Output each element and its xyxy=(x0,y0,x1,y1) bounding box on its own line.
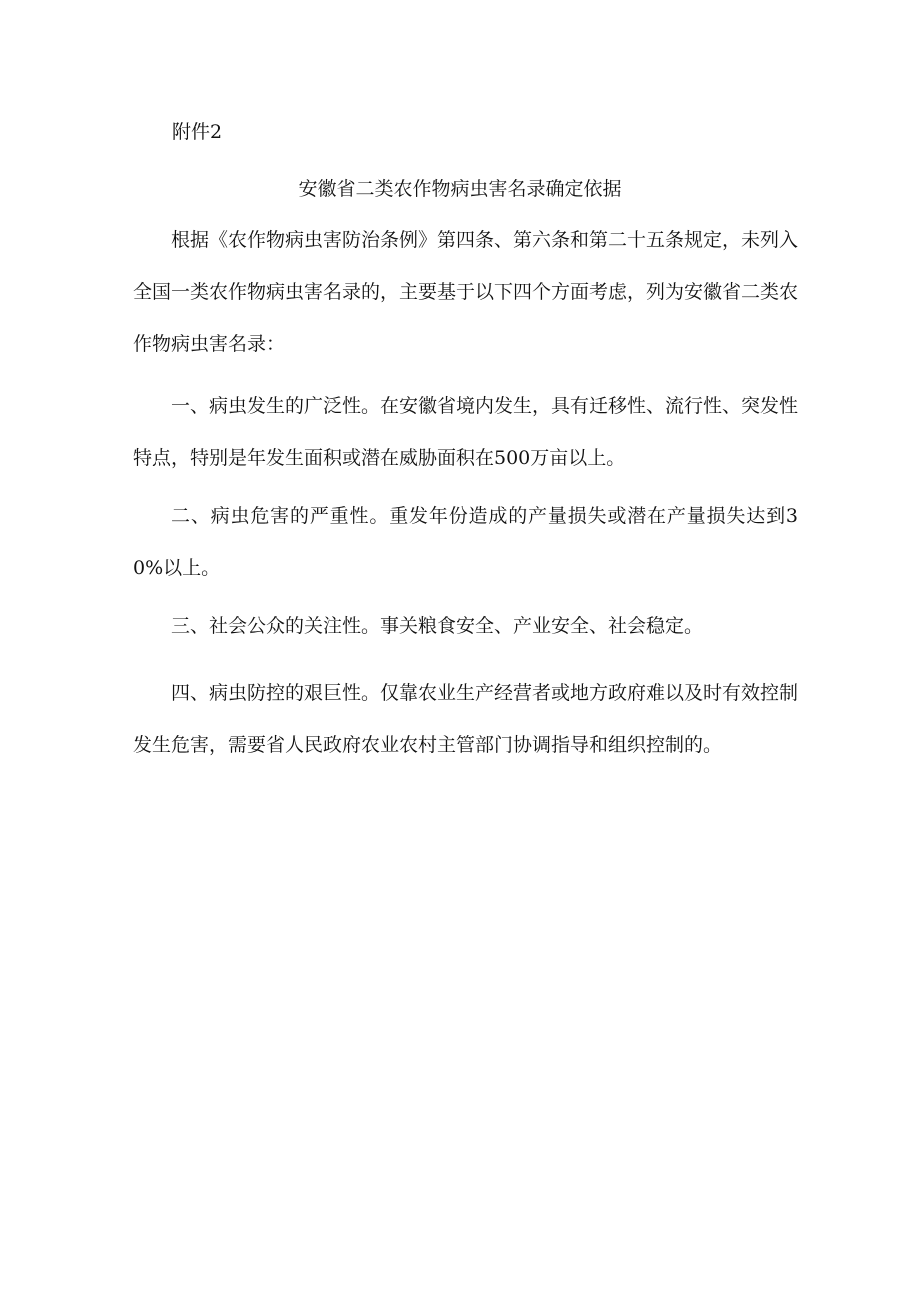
document-title: 安徽省二类农作物病虫害名录确定依据 xyxy=(298,178,622,200)
intro-paragraph: 根据《农作物病虫害防治条例》第四条、第六条和第二十五条规定，未列入全国一类农作物病虫害名录的，主要基于以下四个方面考虑，列为安徽省二类农作物病虫害名录： xyxy=(133,229,799,355)
criterion-paragraph-2: 二、病虫危害的严重性。重发年份造成的产量损失或潜在产量损失达到30%以上。 xyxy=(133,505,798,579)
attachment-label: 附件2 xyxy=(172,121,223,143)
criterion-paragraph-1: 一、病虫发生的广泛性。在安徽省境内发生，具有迁移性、流行性、突发性特点，特别是年发生面积或潜在威胁面积在500万亩以上。 xyxy=(133,395,799,469)
criterion-paragraph-3: 三、社会公众的关注性。事关粮食安全、产业安全、社会稳定。 xyxy=(171,615,704,637)
criterion-paragraph-4: 四、病虫防控的艰巨性。仅靠农业生产经营者或地方政府难以及时有效控制发生危害，需要省人民政府农业农村主管部门协调指导和组织控制的。 xyxy=(133,682,799,756)
